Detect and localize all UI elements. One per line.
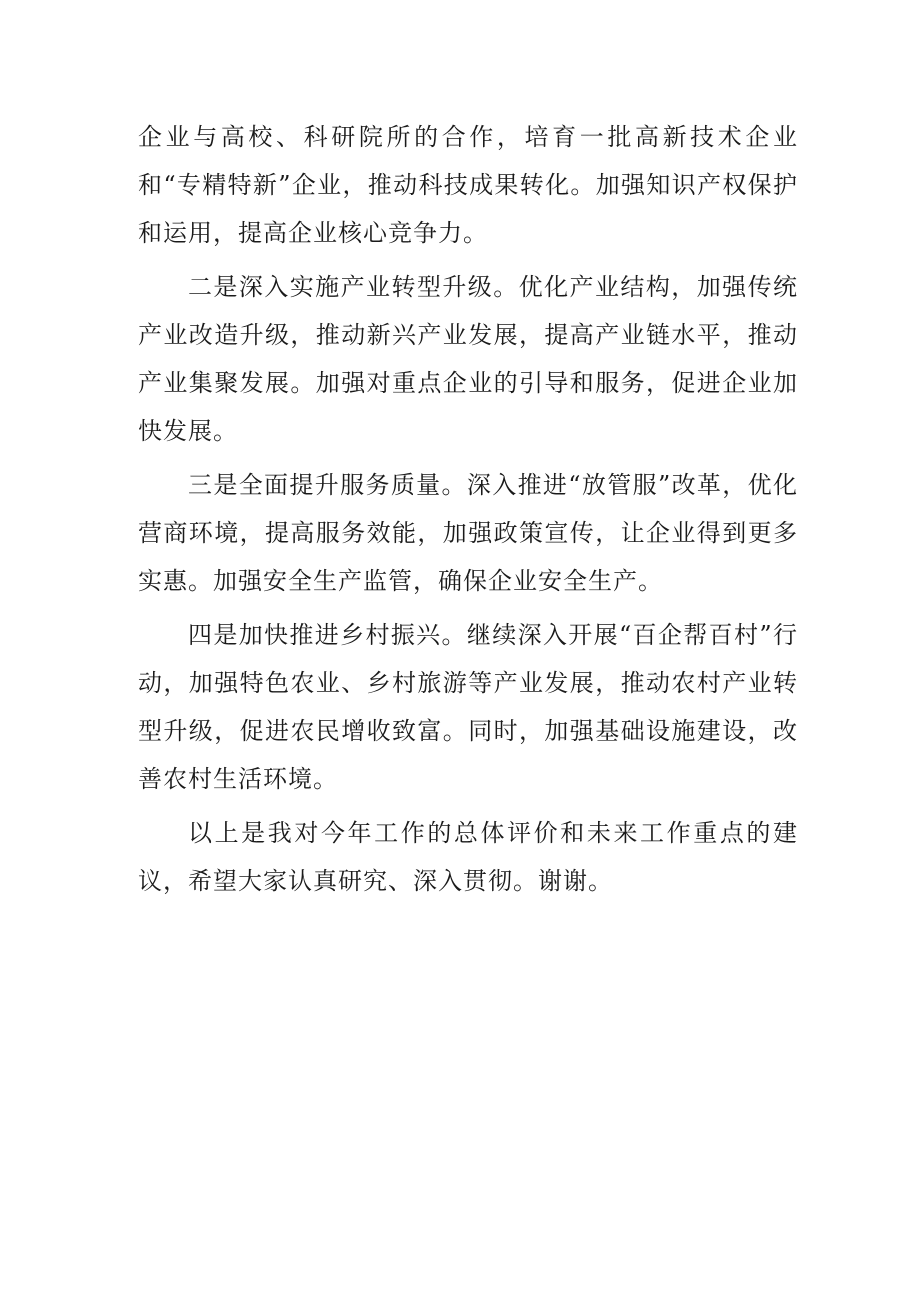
paragraph-rural-revitalization: 四是加快推进乡村振兴。继续深入开展“百企帮百村”行动，加强特色农业、乡村旅游等产业发展，推动农村产业转型升级，促进农民增收致富。同时，加强基础设施建设，改善农村生活环境。	[138, 621, 798, 793]
paragraph-service-quality: 三是全面提升服务质量。深入推进“放管服”改革，优化营商环境，提高服务效能，加强政策宣传，让企业得到更多实惠。加强安全生产监管，确保企业安全生产。	[138, 471, 798, 595]
paragraph-industry-upgrade: 二是深入实施产业转型升级。优化产业结构，加强传统产业改造升级，推动新兴产业发展，提高产业链水平，推动产业集聚发展。加强对重点企业的引导和服务，促进企业加快发展。	[138, 273, 798, 445]
paragraph-continuation: 企业与高校、科研院所的合作，培育一批高新技术企业和“专精特新”企业，推动科技成果转化。加强知识产权保护和运用，提高企业核心竞争力。	[138, 123, 798, 247]
document-body	[138, 113, 798, 911]
paragraph-closing: 以上是我对今年工作的总体评价和未来工作重点的建议，希望大家认真研究、深入贯彻。谢谢。	[138, 819, 798, 895]
